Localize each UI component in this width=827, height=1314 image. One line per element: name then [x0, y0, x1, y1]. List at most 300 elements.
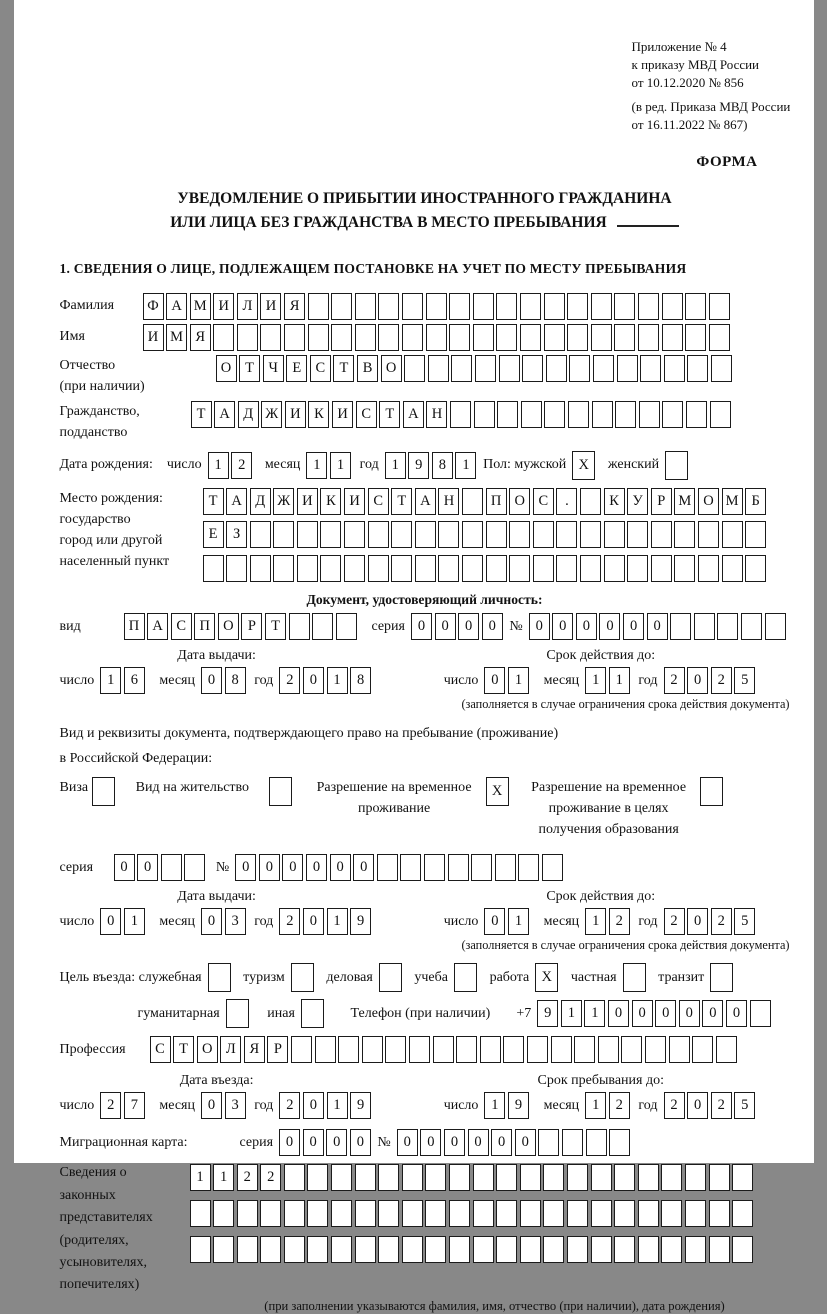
cell[interactable] — [213, 324, 234, 351]
cell[interactable] — [213, 1236, 234, 1263]
cell[interactable] — [567, 324, 588, 351]
cell[interactable]: Т — [239, 355, 260, 382]
cell[interactable] — [402, 1164, 423, 1191]
cell[interactable] — [709, 1236, 730, 1263]
cell[interactable] — [522, 355, 543, 382]
cell[interactable] — [591, 1164, 612, 1191]
stay-year-cells[interactable] — [664, 1092, 758, 1119]
cell[interactable]: 5 — [734, 1092, 755, 1119]
cell[interactable] — [415, 555, 436, 582]
cell[interactable] — [598, 1036, 619, 1063]
purpose-business-checkbox[interactable] — [379, 963, 405, 992]
cell[interactable]: Д — [238, 401, 259, 428]
cell[interactable] — [237, 1236, 258, 1263]
cell[interactable] — [451, 355, 472, 382]
cell[interactable]: И — [344, 488, 365, 515]
cell[interactable]: 0 — [444, 1129, 465, 1156]
cell[interactable] — [449, 1200, 470, 1227]
cell[interactable] — [425, 1200, 446, 1227]
residence-permit-checkbox[interactable] — [269, 777, 295, 806]
cell[interactable]: 1 — [100, 667, 121, 694]
cell[interactable]: 9 — [408, 452, 429, 479]
cell[interactable]: Д — [250, 488, 271, 515]
cell[interactable] — [543, 1236, 564, 1263]
cell[interactable] — [368, 555, 389, 582]
cell[interactable]: 2 — [711, 1092, 732, 1119]
cell[interactable]: А — [147, 613, 168, 640]
cell[interactable] — [301, 999, 324, 1028]
cell[interactable] — [556, 555, 577, 582]
cell[interactable] — [520, 1236, 541, 1263]
cell[interactable] — [640, 355, 661, 382]
cell[interactable]: 0 — [326, 1129, 347, 1156]
cell[interactable] — [496, 1236, 517, 1263]
cell[interactable] — [627, 555, 648, 582]
cell[interactable] — [709, 324, 730, 351]
cell[interactable] — [716, 1036, 737, 1063]
cell[interactable] — [449, 1164, 470, 1191]
cell[interactable] — [674, 555, 695, 582]
cell[interactable] — [651, 521, 672, 548]
cell[interactable] — [475, 355, 496, 382]
cell[interactable]: З — [226, 521, 247, 548]
cell[interactable] — [385, 1036, 406, 1063]
cell[interactable] — [709, 1200, 730, 1227]
cell[interactable]: 0 — [420, 1129, 441, 1156]
cell[interactable]: Ф — [143, 293, 164, 320]
cell[interactable]: Т — [391, 488, 412, 515]
cell[interactable]: 0 — [411, 613, 432, 640]
cell[interactable]: И — [297, 488, 318, 515]
cell[interactable] — [450, 401, 471, 428]
cell[interactable] — [538, 1129, 559, 1156]
cell[interactable]: 0 — [491, 1129, 512, 1156]
cell[interactable]: 0 — [687, 908, 708, 935]
issue-year-cells[interactable] — [279, 667, 373, 694]
purpose-tourism-checkbox[interactable] — [291, 963, 317, 992]
doc-series-cells[interactable] — [411, 613, 505, 640]
cell[interactable]: 0 — [201, 908, 222, 935]
cell[interactable]: В — [357, 355, 378, 382]
cell[interactable]: Е — [203, 521, 224, 548]
cell[interactable]: 3 — [225, 1092, 246, 1119]
cell[interactable] — [402, 293, 423, 320]
cell[interactable] — [474, 401, 495, 428]
cell[interactable]: Р — [651, 488, 672, 515]
cell[interactable]: 0 — [484, 908, 505, 935]
cell[interactable]: 1 — [484, 1092, 505, 1119]
purpose-work-checkbox[interactable] — [535, 963, 561, 992]
cell[interactable] — [651, 555, 672, 582]
cell[interactable]: 0 — [484, 667, 505, 694]
cell[interactable] — [638, 1200, 659, 1227]
patronymic-cells[interactable] — [216, 355, 735, 382]
cell[interactable] — [377, 854, 398, 881]
cell[interactable]: 0 — [468, 1129, 489, 1156]
cell[interactable] — [664, 355, 685, 382]
cell[interactable] — [551, 1036, 572, 1063]
cell[interactable]: 0 — [435, 613, 456, 640]
cell[interactable] — [685, 1236, 706, 1263]
cell[interactable]: С — [310, 355, 331, 382]
expiry-day-cells[interactable] — [484, 667, 531, 694]
cell[interactable] — [486, 555, 507, 582]
cell[interactable]: О — [197, 1036, 218, 1063]
cell[interactable]: X — [486, 777, 509, 806]
cell[interactable]: 0 — [529, 613, 550, 640]
purpose-study-checkbox[interactable] — [454, 963, 480, 992]
cell[interactable] — [593, 355, 614, 382]
cell[interactable] — [284, 1164, 305, 1191]
cell[interactable] — [312, 613, 333, 640]
cell[interactable] — [722, 521, 743, 548]
cell[interactable] — [614, 1236, 635, 1263]
cell[interactable]: 1 — [124, 908, 145, 935]
birth-month-cells[interactable] — [306, 452, 353, 479]
expiry-year-cells[interactable] — [664, 908, 758, 935]
cell[interactable]: 2 — [664, 908, 685, 935]
residence-series-cells[interactable] — [114, 854, 208, 881]
cell[interactable] — [473, 1200, 494, 1227]
cell[interactable]: С — [356, 401, 377, 428]
cell[interactable] — [402, 1200, 423, 1227]
cell[interactable]: 0 — [576, 613, 597, 640]
cell[interactable] — [415, 521, 436, 548]
cell[interactable]: М — [190, 293, 211, 320]
cell[interactable]: 1 — [327, 667, 348, 694]
cell[interactable]: 1 — [327, 908, 348, 935]
cell[interactable] — [661, 1236, 682, 1263]
cell[interactable] — [237, 1200, 258, 1227]
cell[interactable] — [344, 555, 365, 582]
cell[interactable] — [331, 293, 352, 320]
cell[interactable]: С — [150, 1036, 171, 1063]
cell[interactable] — [425, 1164, 446, 1191]
cell[interactable] — [331, 324, 352, 351]
cell[interactable]: К — [308, 401, 329, 428]
cell[interactable]: 8 — [350, 667, 371, 694]
cell[interactable] — [496, 1164, 517, 1191]
cell[interactable]: И — [285, 401, 306, 428]
cell[interactable] — [662, 293, 683, 320]
cell[interactable] — [521, 401, 542, 428]
cell[interactable] — [614, 1164, 635, 1191]
cell[interactable]: 0 — [201, 667, 222, 694]
cell[interactable] — [741, 613, 762, 640]
cell[interactable]: . — [556, 488, 577, 515]
profession-cells[interactable] — [150, 1036, 740, 1063]
cell[interactable]: М — [674, 488, 695, 515]
issue-month-cells[interactable] — [201, 667, 248, 694]
cell[interactable]: 0 — [137, 854, 158, 881]
cell[interactable] — [260, 1200, 281, 1227]
cell[interactable] — [520, 1200, 541, 1227]
cell[interactable]: Я — [244, 1036, 265, 1063]
cell[interactable] — [355, 293, 376, 320]
cell[interactable] — [669, 1036, 690, 1063]
cell[interactable]: 0 — [623, 613, 644, 640]
cell[interactable] — [190, 1200, 211, 1227]
entry-year-cells[interactable] — [279, 1092, 373, 1119]
cell[interactable] — [308, 293, 329, 320]
cell[interactable] — [344, 521, 365, 548]
cell[interactable] — [307, 1200, 328, 1227]
cell[interactable] — [698, 555, 719, 582]
cell[interactable] — [190, 1236, 211, 1263]
cell[interactable] — [473, 1164, 494, 1191]
cell[interactable]: П — [124, 613, 145, 640]
cell[interactable]: 1 — [190, 1164, 211, 1191]
cell[interactable] — [614, 293, 635, 320]
cell[interactable] — [213, 1200, 234, 1227]
cell[interactable] — [378, 1164, 399, 1191]
cell[interactable]: И — [143, 324, 164, 351]
cell[interactable]: С — [533, 488, 554, 515]
cell[interactable] — [711, 355, 732, 382]
birth-place-row2[interactable] — [203, 521, 769, 548]
cell[interactable]: 1 — [585, 1092, 606, 1119]
cell[interactable] — [591, 324, 612, 351]
migration-series-cells[interactable] — [279, 1129, 373, 1156]
cell[interactable] — [567, 1200, 588, 1227]
cell[interactable] — [438, 521, 459, 548]
cell[interactable]: 0 — [330, 854, 351, 881]
cell[interactable] — [520, 324, 541, 351]
cell[interactable] — [638, 1164, 659, 1191]
cell[interactable] — [527, 1036, 548, 1063]
cell[interactable]: Н — [426, 401, 447, 428]
cell[interactable] — [355, 324, 376, 351]
cell[interactable] — [338, 1036, 359, 1063]
cell[interactable] — [184, 854, 205, 881]
cell[interactable] — [471, 854, 492, 881]
cell[interactable] — [686, 401, 707, 428]
representatives-row2[interactable] — [190, 1200, 756, 1227]
cell[interactable] — [732, 1236, 753, 1263]
cell[interactable] — [297, 555, 318, 582]
cell[interactable]: X — [535, 963, 558, 992]
cell[interactable] — [692, 1036, 713, 1063]
cell[interactable]: 2 — [279, 1092, 300, 1119]
cell[interactable] — [426, 293, 447, 320]
entry-month-cells[interactable] — [201, 1092, 248, 1119]
cell[interactable] — [307, 1236, 328, 1263]
representatives-row1[interactable] — [190, 1164, 756, 1191]
cell[interactable] — [567, 293, 588, 320]
cell[interactable]: 0 — [259, 854, 280, 881]
cell[interactable] — [379, 963, 402, 992]
cell[interactable] — [273, 521, 294, 548]
cell[interactable] — [362, 1036, 383, 1063]
cell[interactable]: 8 — [225, 667, 246, 694]
cell[interactable]: 1 — [609, 667, 630, 694]
cell[interactable]: 0 — [655, 1000, 676, 1027]
cell[interactable] — [617, 355, 638, 382]
cell[interactable] — [638, 293, 659, 320]
cell[interactable]: О — [509, 488, 530, 515]
cell[interactable]: У — [627, 488, 648, 515]
cell[interactable] — [542, 854, 563, 881]
cell[interactable] — [448, 854, 469, 881]
cell[interactable] — [291, 963, 314, 992]
cell[interactable]: 0 — [303, 908, 324, 935]
cell[interactable] — [486, 521, 507, 548]
cell[interactable]: 2 — [237, 1164, 258, 1191]
cell[interactable]: Т — [265, 613, 286, 640]
cell[interactable] — [391, 521, 412, 548]
cell[interactable]: Ж — [273, 488, 294, 515]
cell[interactable] — [378, 293, 399, 320]
issue-day-cells[interactable] — [100, 908, 147, 935]
purpose-humanitarian-checkbox[interactable] — [226, 999, 252, 1028]
cell[interactable]: 0 — [282, 854, 303, 881]
cell[interactable] — [368, 521, 389, 548]
cell[interactable] — [208, 963, 231, 992]
cell[interactable]: И — [260, 293, 281, 320]
cell[interactable] — [710, 401, 731, 428]
cell[interactable] — [462, 521, 483, 548]
cell[interactable]: X — [572, 451, 595, 480]
cell[interactable]: 8 — [432, 452, 453, 479]
cell[interactable] — [518, 854, 539, 881]
cell[interactable]: Л — [220, 1036, 241, 1063]
cell[interactable]: 0 — [552, 613, 573, 640]
cell[interactable] — [497, 401, 518, 428]
cell[interactable]: А — [415, 488, 436, 515]
birth-day-cells[interactable] — [208, 452, 255, 479]
cell[interactable]: 2 — [100, 1092, 121, 1119]
cell[interactable]: 0 — [608, 1000, 629, 1027]
cell[interactable] — [645, 1036, 666, 1063]
cell[interactable]: 0 — [687, 667, 708, 694]
cell[interactable] — [732, 1164, 753, 1191]
cell[interactable]: 1 — [385, 452, 406, 479]
cell[interactable]: М — [166, 324, 187, 351]
cell[interactable]: 0 — [632, 1000, 653, 1027]
residence-number-cells[interactable] — [235, 854, 565, 881]
cell[interactable] — [638, 1236, 659, 1263]
cell[interactable]: 0 — [679, 1000, 700, 1027]
cell[interactable] — [269, 777, 292, 806]
purpose-official-checkbox[interactable] — [208, 963, 234, 992]
cell[interactable] — [289, 613, 310, 640]
issue-day-cells[interactable] — [100, 667, 147, 694]
representatives-row3[interactable] — [190, 1236, 756, 1263]
cell[interactable] — [273, 555, 294, 582]
cell[interactable] — [462, 488, 483, 515]
cell[interactable]: 2 — [711, 908, 732, 935]
cell[interactable] — [709, 1164, 730, 1191]
cell[interactable] — [662, 401, 683, 428]
cell[interactable] — [260, 324, 281, 351]
citizenship-cells[interactable] — [191, 401, 734, 428]
stay-day-cells[interactable] — [484, 1092, 531, 1119]
cell[interactable] — [717, 613, 738, 640]
cell[interactable] — [499, 355, 520, 382]
cell[interactable] — [425, 1236, 446, 1263]
cell[interactable]: Б — [745, 488, 766, 515]
cell[interactable] — [591, 1236, 612, 1263]
cell[interactable] — [428, 355, 449, 382]
cell[interactable] — [473, 324, 494, 351]
cell[interactable] — [355, 1236, 376, 1263]
cell[interactable]: 2 — [609, 908, 630, 935]
cell[interactable]: Ч — [263, 355, 284, 382]
cell[interactable] — [462, 555, 483, 582]
cell[interactable] — [591, 293, 612, 320]
cell[interactable]: 1 — [561, 1000, 582, 1027]
expiry-month-cells[interactable] — [585, 667, 632, 694]
cell[interactable] — [685, 1164, 706, 1191]
cell[interactable]: 2 — [664, 1092, 685, 1119]
temp-residence-checkbox[interactable] — [486, 777, 512, 806]
cell[interactable]: К — [320, 488, 341, 515]
cell[interactable]: 0 — [201, 1092, 222, 1119]
cell[interactable] — [732, 1200, 753, 1227]
cell[interactable] — [615, 401, 636, 428]
cell[interactable]: К — [604, 488, 625, 515]
cell[interactable]: 1 — [208, 452, 229, 479]
cell[interactable]: 2 — [279, 667, 300, 694]
cell[interactable]: 2 — [664, 667, 685, 694]
cell[interactable] — [567, 1164, 588, 1191]
cell[interactable]: 1 — [213, 1164, 234, 1191]
birth-year-cells[interactable] — [385, 452, 479, 479]
cell[interactable] — [609, 1129, 630, 1156]
cell[interactable]: Е — [286, 355, 307, 382]
cell[interactable] — [250, 555, 271, 582]
cell[interactable] — [591, 1200, 612, 1227]
cell[interactable] — [580, 555, 601, 582]
cell[interactable]: 9 — [537, 1000, 558, 1027]
cell[interactable] — [627, 521, 648, 548]
cell[interactable] — [604, 555, 625, 582]
purpose-transit-checkbox[interactable] — [710, 963, 736, 992]
cell[interactable]: 1 — [508, 908, 529, 935]
cell[interactable]: Я — [190, 324, 211, 351]
cell[interactable] — [569, 355, 590, 382]
cell[interactable] — [378, 1236, 399, 1263]
cell[interactable] — [580, 488, 601, 515]
cell[interactable]: 0 — [599, 613, 620, 640]
cell[interactable]: 9 — [508, 1092, 529, 1119]
cell[interactable] — [250, 521, 271, 548]
cell[interactable]: 0 — [114, 854, 135, 881]
cell[interactable] — [568, 401, 589, 428]
cell[interactable] — [260, 1236, 281, 1263]
cell[interactable] — [92, 777, 115, 806]
cell[interactable] — [543, 1164, 564, 1191]
cell[interactable] — [307, 1164, 328, 1191]
cell[interactable]: М — [722, 488, 743, 515]
cell[interactable] — [426, 324, 447, 351]
cell[interactable] — [503, 1036, 524, 1063]
cell[interactable] — [331, 1236, 352, 1263]
cell[interactable]: 1 — [327, 1092, 348, 1119]
cell[interactable] — [378, 324, 399, 351]
cell[interactable] — [745, 555, 766, 582]
cell[interactable] — [604, 521, 625, 548]
cell[interactable]: 2 — [279, 908, 300, 935]
cell[interactable]: Т — [379, 401, 400, 428]
cell[interactable] — [586, 1129, 607, 1156]
cell[interactable] — [520, 293, 541, 320]
cell[interactable]: 0 — [702, 1000, 723, 1027]
cell[interactable]: 1 — [306, 452, 327, 479]
cell[interactable]: 1 — [455, 452, 476, 479]
surname-cells[interactable] — [143, 293, 733, 320]
cell[interactable]: 0 — [306, 854, 327, 881]
